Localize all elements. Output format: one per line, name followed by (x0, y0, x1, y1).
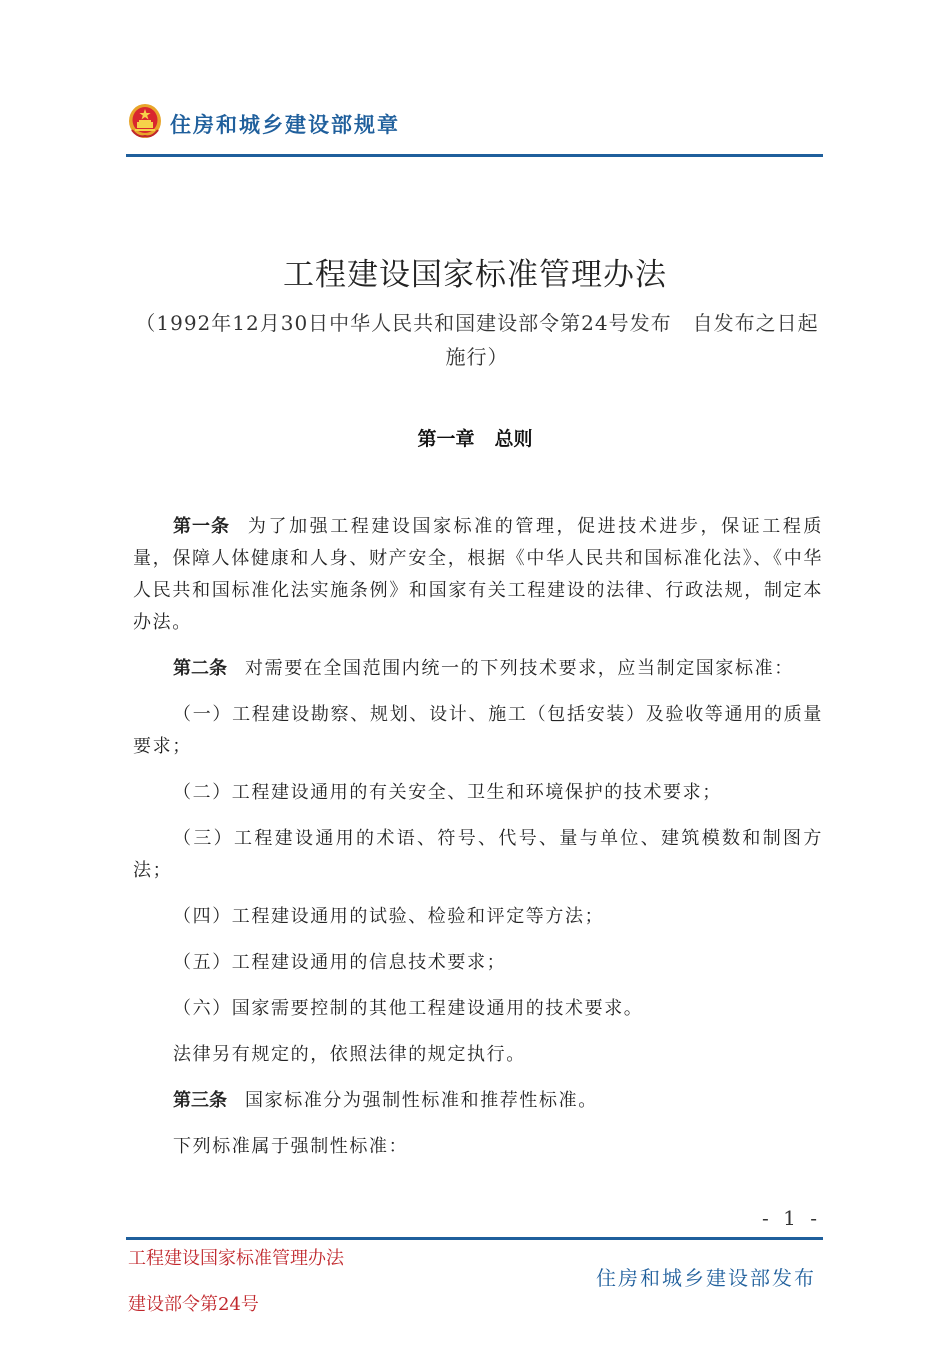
article-label: 第二条 (173, 658, 227, 679)
chapter-number: 第一章 (417, 428, 475, 450)
list-item: （二）工程建设通用的有关安全、卫生和环境保护的技术要求； (173, 782, 722, 803)
page-number: - 1 - (762, 1206, 821, 1230)
article-paragraph (133, 511, 823, 639)
article-text: 对需要在全国范围内统一的下列技术要求，应当制定国家标准： (245, 658, 794, 679)
national-emblem-icon (128, 103, 162, 139)
article-label: 第一条 (173, 516, 230, 537)
chapter-heading (0, 424, 950, 451)
header-title: 住房和城乡建设部规章 (170, 113, 400, 137)
article-paragraph (133, 1085, 823, 1117)
page-header (128, 103, 824, 143)
closing-paragraph: 下列标准属于强制性标准： (173, 1136, 409, 1157)
article-label: 第三条 (173, 1090, 227, 1111)
header-divider (126, 154, 823, 157)
document-subtitle: （1992年12月30日中华人民共和国建设部令第24号发布 自发布之日起施行） (135, 311, 819, 369)
document-title: 工程建设国家标准管理办法 (283, 257, 667, 293)
list-item: （六）国家需要控制的其他工程建设通用的技术要求。 (173, 998, 644, 1019)
chapter-name: 总则 (494, 428, 533, 450)
footer-publisher: 住房和城乡建设部发布 (596, 1266, 816, 1290)
list-item: （一）工程建设勘察、规划、设计、施工（包括安装）及验收等通用的质量要求； (133, 704, 823, 757)
article-paragraph (133, 653, 823, 685)
footer-document-name: 工程建设国家标准管理办法 (128, 1248, 344, 1269)
document-body (133, 511, 823, 1177)
article-text: 国家标准分为强制性标准和推荐性标准。 (245, 1090, 598, 1111)
note-paragraph: 法律另有规定的，依照法律的规定执行。 (173, 1044, 526, 1065)
article-text: 为了加强工程建设国家标准的管理，促进技术进步，保证工程质量，保障人体健康和人身、财产安全，根据《中华人民共和国标准化法》、《中华人民共和国标准化法实施条例》和国家有关工程建设的法律、行政法规，制定本办法。 (133, 516, 824, 633)
footer-order-number: 建设部令第24号 (128, 1294, 259, 1315)
list-item: （四）工程建设通用的试验、检验和评定等方法； (173, 906, 605, 927)
list-item: （五）工程建设通用的信息技术要求； (173, 952, 507, 973)
footer-divider (126, 1237, 823, 1240)
list-item: （三）工程建设通用的术语、符号、代号、量与单位、建筑模数和制图方法； (133, 828, 823, 881)
